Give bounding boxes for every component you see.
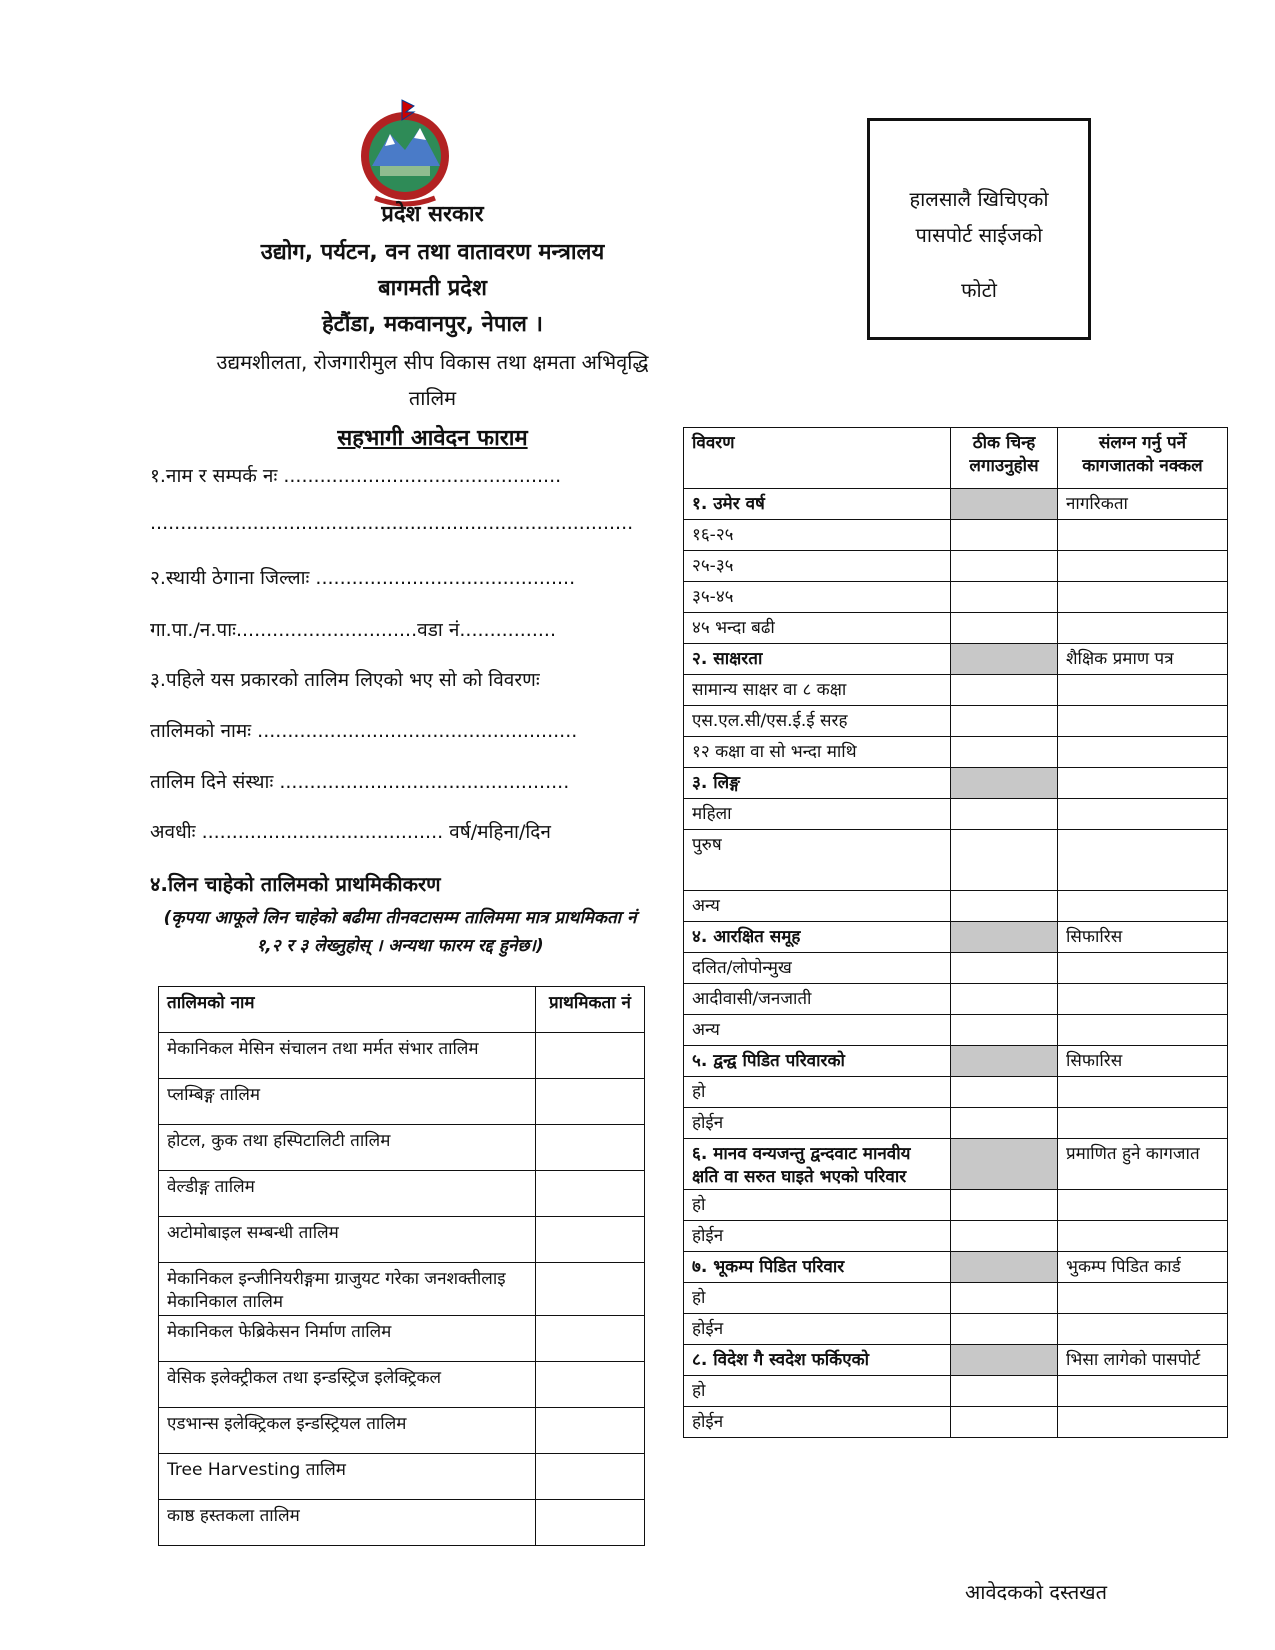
training-row [159, 1263, 645, 1316]
tick-cell[interactable] [951, 1190, 1058, 1221]
tick-cell[interactable] [951, 1077, 1058, 1108]
details-label: होईन [684, 1314, 951, 1345]
tick-cell[interactable] [951, 675, 1058, 706]
tick-cell-disabled [951, 644, 1058, 675]
tick-cell[interactable] [951, 1221, 1058, 1252]
priority-input-cell[interactable] [536, 1171, 645, 1217]
details-label: हो [684, 1190, 951, 1221]
document-cell: नागरिकता [1058, 489, 1228, 520]
details-option-row [684, 675, 1228, 706]
document-cell [1058, 1376, 1228, 1407]
training-name-cell: वेल्डीङ्ग तालिम [159, 1171, 536, 1217]
tick-cell[interactable] [951, 830, 1058, 891]
training-name-cell: होटल, कुक तथा हस्पिटालिटी तालिम [159, 1125, 536, 1171]
document-cell [1058, 551, 1228, 582]
training-name-cell: वेसिक इलेक्ट्रीकल तथा इन्डस्ट्रिज इलेक्ट्रिकल [159, 1362, 536, 1408]
document-cell: शैक्षिक प्रमाण पत्र [1058, 644, 1228, 675]
priority-input-cell[interactable] [536, 1316, 645, 1362]
details-option-row [684, 1407, 1228, 1438]
priority-input-cell[interactable] [536, 1263, 645, 1316]
training-name-cell: मेकानिकल मेसिन संचालन तथा मर्मत संभार तालिम [159, 1033, 536, 1079]
details-label: १६-२५ [684, 520, 951, 551]
priority-note: (कृपया आफूले लिन चाहेको बढीमा तीनवटासम्म तालिममा मात्र प्राथमिकता नं १,२ र ३ लेख्नुहोस् । अन्यथा फारम रद्द हुनेछ।) [163, 908, 637, 956]
training-row [159, 1316, 645, 1362]
document-cell [1058, 737, 1228, 768]
tick-cell[interactable] [951, 613, 1058, 644]
photo-box [867, 118, 1091, 340]
details-label: ५. द्वन्द्व पिडित परिवारको [684, 1046, 951, 1077]
details-section-row [684, 1139, 1228, 1190]
details-option-row [684, 737, 1228, 768]
details-option-row [684, 799, 1228, 830]
document-cell [1058, 520, 1228, 551]
training-name-cell: प्लम्बिङ्ग तालिम [159, 1079, 536, 1125]
details-label: ६. मानव वन्यजन्तु द्वन्दवाट मानवीय क्षति वा सरुत घाइते भएको परिवार [684, 1139, 951, 1190]
duration-field[interactable]: अवधीः ........................................ वर्ष/महिना/दिन [150, 821, 551, 843]
photo-line-1: हालसालै खिचिएको [909, 187, 1049, 211]
details-label: ८. विदेश गै स्वदेश फर्किएको [684, 1345, 951, 1376]
address-field[interactable]: २.स्थायी ठेगाना जिल्लाः ........................................... [150, 567, 576, 589]
document-cell: सिफारिस [1058, 1046, 1228, 1077]
gapa-ward-field[interactable]: गा.पा./न.पाः..............................वडा नं................ [150, 619, 557, 641]
document-cell [1058, 1314, 1228, 1345]
tick-cell[interactable] [951, 1108, 1058, 1139]
tick-cell[interactable] [951, 799, 1058, 830]
tick-cell[interactable] [951, 891, 1058, 922]
details-label: अन्य [684, 1015, 951, 1046]
details-label: महिला [684, 799, 951, 830]
details-label: २५-३५ [684, 551, 951, 582]
tick-cell[interactable] [951, 1314, 1058, 1345]
details-label: २. साक्षरता [684, 644, 951, 675]
document-cell: भिसा लागेको पासपोर्ट [1058, 1345, 1228, 1376]
priority-input-cell[interactable] [536, 1079, 645, 1125]
document-cell [1058, 706, 1228, 737]
document-cell [1058, 1077, 1228, 1108]
details-option-row [684, 984, 1228, 1015]
tick-cell[interactable] [951, 1407, 1058, 1438]
training-name-cell: मेकानिकल फेब्रिकेसन निर्माण तालिम [159, 1316, 536, 1362]
details-option-row [684, 1077, 1228, 1108]
details-table [683, 427, 1228, 1438]
col-training-name: तालिमको नाम [159, 987, 536, 1033]
name-field[interactable]: १.नाम र सम्पर्क नः .............................................. [150, 465, 562, 487]
previous-training-label: ३.पहिले यस प्रकारको तालिम लिएको भए सो को विवरणः [150, 669, 540, 691]
tick-cell[interactable] [951, 984, 1058, 1015]
document-cell [1058, 953, 1228, 984]
details-label: ३५-४५ [684, 582, 951, 613]
details-option-row [684, 1015, 1228, 1046]
details-option-row [684, 953, 1228, 984]
training-priority-table [158, 986, 645, 1546]
tick-cell[interactable] [951, 1015, 1058, 1046]
header-line-1: प्रदेश सरकार [381, 202, 484, 227]
tick-cell[interactable] [951, 520, 1058, 551]
training-row [159, 1217, 645, 1263]
priority-title: ४.लिन चाहेको तालिमको प्राथमिकीकरण [150, 872, 441, 896]
details-label: सामान्य साक्षर वा ८ कक्षा [684, 675, 951, 706]
priority-input-cell[interactable] [536, 1033, 645, 1079]
applicant-signature: आवेदकको दस्तखत [965, 1580, 1107, 1604]
details-option-row [684, 520, 1228, 551]
document-cell [1058, 768, 1228, 799]
details-option-row [684, 1190, 1228, 1221]
tick-cell[interactable] [951, 953, 1058, 984]
document-cell [1058, 1108, 1228, 1139]
training-row [159, 1408, 645, 1454]
details-section-row [684, 1046, 1228, 1077]
document-cell [1058, 799, 1228, 830]
training-row [159, 1033, 645, 1079]
header-ministry: उद्योग, पर्यटन, वन तथा वातावरण मन्त्रालय [260, 240, 605, 265]
priority-input-cell[interactable] [536, 1125, 645, 1171]
details-option-row [684, 1314, 1228, 1345]
details-section-row [684, 1345, 1228, 1376]
nepal-emblem-icon [350, 98, 460, 208]
priority-input-cell[interactable] [536, 1408, 645, 1454]
details-label: १. उमेर वर्ष [684, 489, 951, 520]
details-label: अन्य [684, 891, 951, 922]
details-label: ७. भूकम्प पिडित परिवार [684, 1252, 951, 1283]
tick-cell-disabled [951, 1345, 1058, 1376]
training-row [159, 1125, 645, 1171]
details-label: होईन [684, 1221, 951, 1252]
tick-cell-disabled [951, 1046, 1058, 1077]
details-label: एस.एल.सी/एस.ई.ई सरह [684, 706, 951, 737]
document-cell [1058, 891, 1228, 922]
details-section-row [684, 1252, 1228, 1283]
details-option-row [684, 582, 1228, 613]
details-section-row [684, 644, 1228, 675]
details-label: हो [684, 1077, 951, 1108]
details-label: हो [684, 1283, 951, 1314]
tick-cell[interactable] [951, 551, 1058, 582]
training-name-cell: अटोमोबाइल सम्बन्धी तालिम [159, 1217, 536, 1263]
col-tick: ठीक चिन्ह लगाउनुहोस [951, 428, 1058, 489]
details-label: ४५ भन्दा बढी [684, 613, 951, 644]
form-title: सहभागी आवेदन फाराम [337, 426, 528, 451]
document-cell [1058, 582, 1228, 613]
details-option-row [684, 1283, 1228, 1314]
details-label: ३. लिङ्ग [684, 768, 951, 799]
training-name-cell: Tree Harvesting तालिम [159, 1454, 536, 1500]
details-label: हो [684, 1376, 951, 1407]
details-option-row [684, 706, 1228, 737]
header-program: उद्यमशीलता, रोजगारीमुल सीप विकास तथा क्षमता अभिवृद्धि [216, 350, 649, 374]
tick-cell[interactable] [951, 737, 1058, 768]
priority-input-cell[interactable] [536, 1500, 645, 1546]
training-row [159, 1500, 645, 1546]
document-cell [1058, 830, 1228, 891]
details-option-row [684, 551, 1228, 582]
tick-cell[interactable] [951, 582, 1058, 613]
tick-cell-disabled [951, 1139, 1058, 1190]
document-cell [1058, 675, 1228, 706]
document-cell [1058, 984, 1228, 1015]
col-priority-no: प्राथमिकता नं [536, 987, 645, 1033]
details-label: ४. आरक्षित समूह [684, 922, 951, 953]
priority-input-cell[interactable] [536, 1362, 645, 1408]
document-cell: सिफारिस [1058, 922, 1228, 953]
details-label: १२ कक्षा वा सो भन्दा माथि [684, 737, 951, 768]
header-address: हेटौंडा, मकवानपुर, नेपाल । [322, 312, 543, 337]
details-label: दलित/लोपोन्मुख [684, 953, 951, 984]
col-documents: संलग्न गर्नु पर्ने कागजातको नक्कल [1058, 428, 1228, 489]
document-cell [1058, 1407, 1228, 1438]
document-cell: भुकम्प पिडित कार्ड [1058, 1252, 1228, 1283]
details-label: आदीवासी/जनजाती [684, 984, 951, 1015]
training-name-cell: एडभान्स इलेक्ट्रिकल इन्डस्ट्रियल तालिम [159, 1408, 536, 1454]
details-option-row [684, 613, 1228, 644]
priority-input-cell[interactable] [536, 1217, 645, 1263]
details-option-row [684, 891, 1228, 922]
tick-cell[interactable] [951, 1376, 1058, 1407]
tick-cell[interactable] [951, 706, 1058, 737]
priority-input-cell[interactable] [536, 1454, 645, 1500]
details-label: होईन [684, 1108, 951, 1139]
tick-cell[interactable] [951, 1283, 1058, 1314]
photo-line-2: पासपोर्ट साईजको [915, 223, 1043, 247]
document-cell: प्रमाणित हुने कागजात [1058, 1139, 1228, 1190]
tick-cell-disabled [951, 489, 1058, 520]
details-section-row [684, 922, 1228, 953]
document-cell [1058, 1015, 1228, 1046]
tick-cell-disabled [951, 768, 1058, 799]
header-province: बागमती प्रदेश [378, 276, 487, 301]
training-row [159, 1171, 645, 1217]
document-cell [1058, 1221, 1228, 1252]
document-cell [1058, 1283, 1228, 1314]
tick-cell-disabled [951, 1252, 1058, 1283]
details-label: पुरुष [684, 830, 951, 891]
details-section-row [684, 489, 1228, 520]
details-section-row [684, 768, 1228, 799]
training-name-cell: मेकानिकल इन्जीनियरीङ्गमा ग्राजुयट गरेका जनशक्तीलाइ मेकानिकाल तालिम [159, 1263, 536, 1316]
col-details: विवरण [684, 428, 951, 489]
details-option-row [684, 830, 1228, 891]
name-field-continuation[interactable]: ................................................................................ [150, 512, 634, 534]
training-org-field[interactable]: तालिम दिने संस्थाः ................................................ [150, 771, 570, 793]
details-option-row [684, 1221, 1228, 1252]
header-training: तालिम [408, 386, 457, 410]
training-name-cell: काष्ठ हस्तकला तालिम [159, 1500, 536, 1546]
document-cell [1058, 613, 1228, 644]
details-label: होईन [684, 1407, 951, 1438]
document-cell [1058, 1190, 1228, 1221]
training-row [159, 1079, 645, 1125]
tick-cell-disabled [951, 922, 1058, 953]
details-option-row [684, 1108, 1228, 1139]
training-row [159, 1362, 645, 1408]
details-option-row [684, 1376, 1228, 1407]
photo-line-3: फोटो [961, 278, 997, 302]
training-name-field[interactable]: तालिमको नामः ..................................................... [150, 720, 578, 742]
training-row [159, 1454, 645, 1500]
